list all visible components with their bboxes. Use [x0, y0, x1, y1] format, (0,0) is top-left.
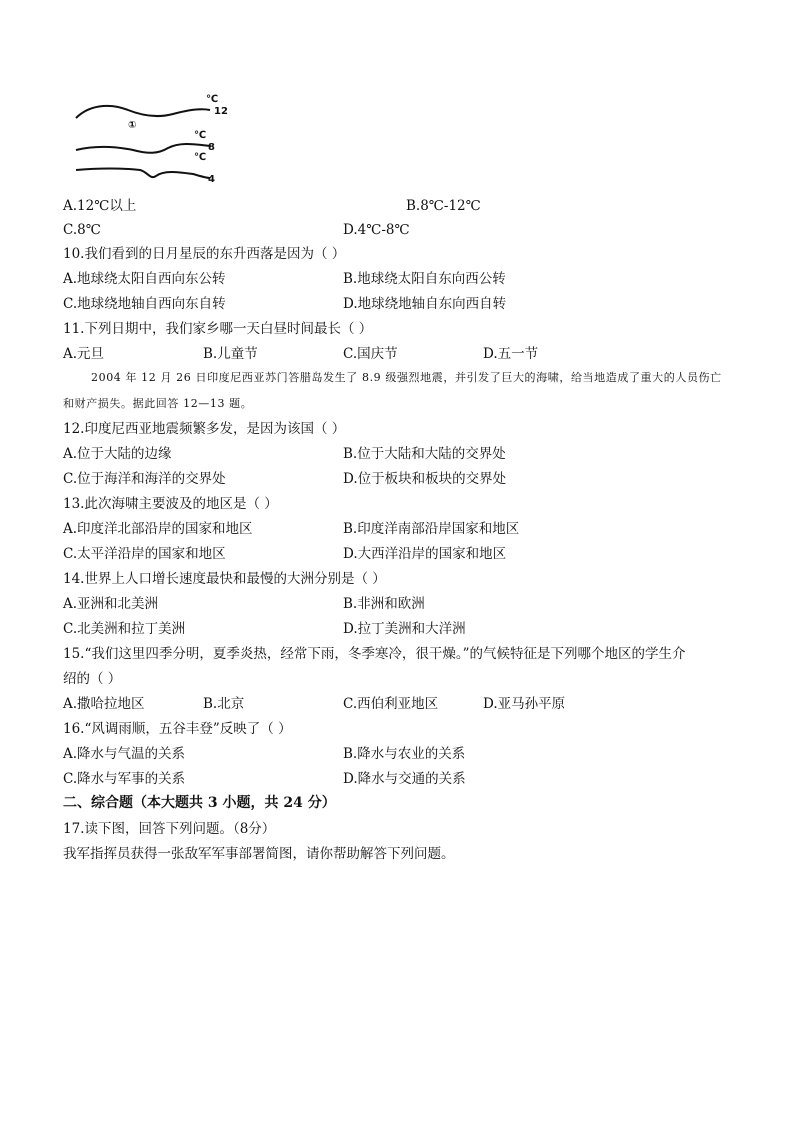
- q10-row-1: [63, 270, 506, 288]
- q14-row-2: [63, 620, 466, 638]
- q12-option-a[interactable]: A.位于大陆的边缘: [63, 446, 172, 462]
- q16-row-1: [63, 745, 466, 763]
- q11-option-a[interactable]: A.元旦: [63, 346, 105, 362]
- q13-stem: 13.此次海啸主要波及的地区是（ ）: [63, 496, 278, 512]
- q10-option-d[interactable]: D.地球绕地轴自东向西自转: [343, 296, 507, 312]
- q16-stem: 16.“风调雨顺，五谷丰登”反映了（ ）: [63, 721, 292, 737]
- q13-option-c[interactable]: C.太平洋沿岸的国家和地区: [63, 546, 226, 562]
- q11-option-c[interactable]: C.国庆节: [343, 346, 398, 362]
- q10-option-b[interactable]: B.地球绕太阳自东向西公转: [343, 271, 506, 287]
- q14-option-c[interactable]: C.北美洲和拉丁美洲: [63, 621, 186, 637]
- q9-row-1: [63, 197, 481, 215]
- q14-option-b[interactable]: B.非洲和欧洲: [343, 596, 425, 612]
- q12-option-c[interactable]: C.位于海洋和海洋的交界处: [63, 471, 226, 487]
- section-2-title: 二、综合题（本大题共 3 小题，共 24 分）: [63, 795, 336, 811]
- q9-option-a[interactable]: A.12℃以上: [63, 198, 137, 214]
- q12-row-1: [63, 445, 506, 463]
- q13-option-d[interactable]: D.大西洋沿岸的国家和地区: [343, 546, 507, 562]
- q9-option-d[interactable]: D.4℃-8℃: [343, 222, 410, 238]
- q16-option-d[interactable]: D.降水与交通的关系: [343, 771, 466, 787]
- q12-row-2: [63, 470, 507, 488]
- isotherm-line-8: [76, 144, 210, 153]
- q15-row: [63, 695, 663, 713]
- isotherm-line-4: [76, 169, 210, 179]
- q10-option-a[interactable]: A.地球绕太阳自西向东公转: [63, 271, 226, 287]
- q12-option-b[interactable]: B.位于大陆和大陆的交界处: [343, 446, 506, 462]
- q14-row-1: [63, 595, 425, 613]
- isotherm-4-label: 4: [208, 174, 215, 185]
- q9-option-b[interactable]: B.8℃-12℃: [406, 198, 481, 214]
- q10-option-c[interactable]: C.地球绕地轴自西向东自转: [63, 296, 226, 312]
- q10-stem: 10.我们看到的日月星辰的东升西落是因为（ ）: [63, 246, 346, 262]
- q16-row-2: [63, 770, 466, 788]
- unit-label-c: ℃: [194, 152, 207, 163]
- unit-label-b: ℃: [194, 130, 207, 141]
- q11-row: [63, 345, 663, 363]
- q13-row-2: [63, 545, 507, 563]
- q15-option-c[interactable]: C.西伯利亚地区: [343, 696, 439, 712]
- q12-stem: 12.印度尼西亚地震频繁多发，是因为该国（ ）: [63, 421, 346, 437]
- q13-option-b[interactable]: B.印度洋南部沿岸国家和地区: [343, 521, 520, 537]
- q14-stem: 14.世界上人口增长速度最快和最慢的大洲分别是（ ）: [63, 571, 386, 587]
- q9-row-2: [63, 221, 410, 239]
- q15-option-d[interactable]: D.亚马孙平原: [483, 696, 566, 712]
- circle-1-label: ①: [128, 120, 137, 131]
- reading-passage: 2004 年 12 月 26 日印度尼西亚苏门答腊岛发生了 8.9 级强烈地震，并引发了巨大的海啸，给当地造成了重大的人员伤亡和财产损失。据此回答 12—13 题。: [63, 371, 722, 410]
- q14-option-d[interactable]: D.拉丁美洲和大洋洲: [343, 621, 466, 637]
- isotherm-8-label: 8: [208, 142, 215, 153]
- q15-stem-line-2: 绍的（ ）: [63, 671, 122, 687]
- q14-option-a[interactable]: A.亚洲和北美洲: [63, 596, 159, 612]
- q16-option-a[interactable]: A.降水与气温的关系: [63, 746, 186, 762]
- unit-label-a: ℃: [206, 94, 219, 105]
- q11-option-b[interactable]: B.儿童节: [203, 346, 258, 362]
- q13-option-a[interactable]: A.印度洋北部沿岸的国家和地区: [63, 521, 253, 537]
- isotherm-12-label: 12: [214, 106, 228, 117]
- isotherm-figure: [68, 88, 238, 188]
- q16-option-c[interactable]: C.降水与军事的关系: [63, 771, 186, 787]
- q16-option-b[interactable]: B.降水与农业的关系: [343, 746, 466, 762]
- q12-option-d[interactable]: D.位于板块和板块的交界处: [343, 471, 507, 487]
- isotherm-line-12: [76, 106, 210, 118]
- q11-option-d[interactable]: D.五一节: [483, 346, 539, 362]
- q13-row-1: [63, 520, 520, 538]
- q17-intro: 我军指挥员获得一张敌军军事部署简图，请你帮助解答下列问题。: [63, 846, 455, 862]
- q15-stem-line-1: 15.“我们这里四季分明，夏季炎热，经常下雨，冬季寒冷，很干燥。”的气候特征是下列哪个地区的学生介: [63, 646, 686, 662]
- q10-row-2: [63, 295, 507, 313]
- q17-stem: 17.读下图，回答下列问题。（8分）: [63, 821, 276, 837]
- q11-stem: 11.下列日期中，我们家乡哪一天白昼时间最长（ ）: [63, 321, 373, 337]
- q15-option-a[interactable]: A.撒哈拉地区: [63, 696, 145, 712]
- q15-option-b[interactable]: B.北京: [203, 696, 245, 712]
- q9-option-c[interactable]: C.8℃: [63, 222, 101, 238]
